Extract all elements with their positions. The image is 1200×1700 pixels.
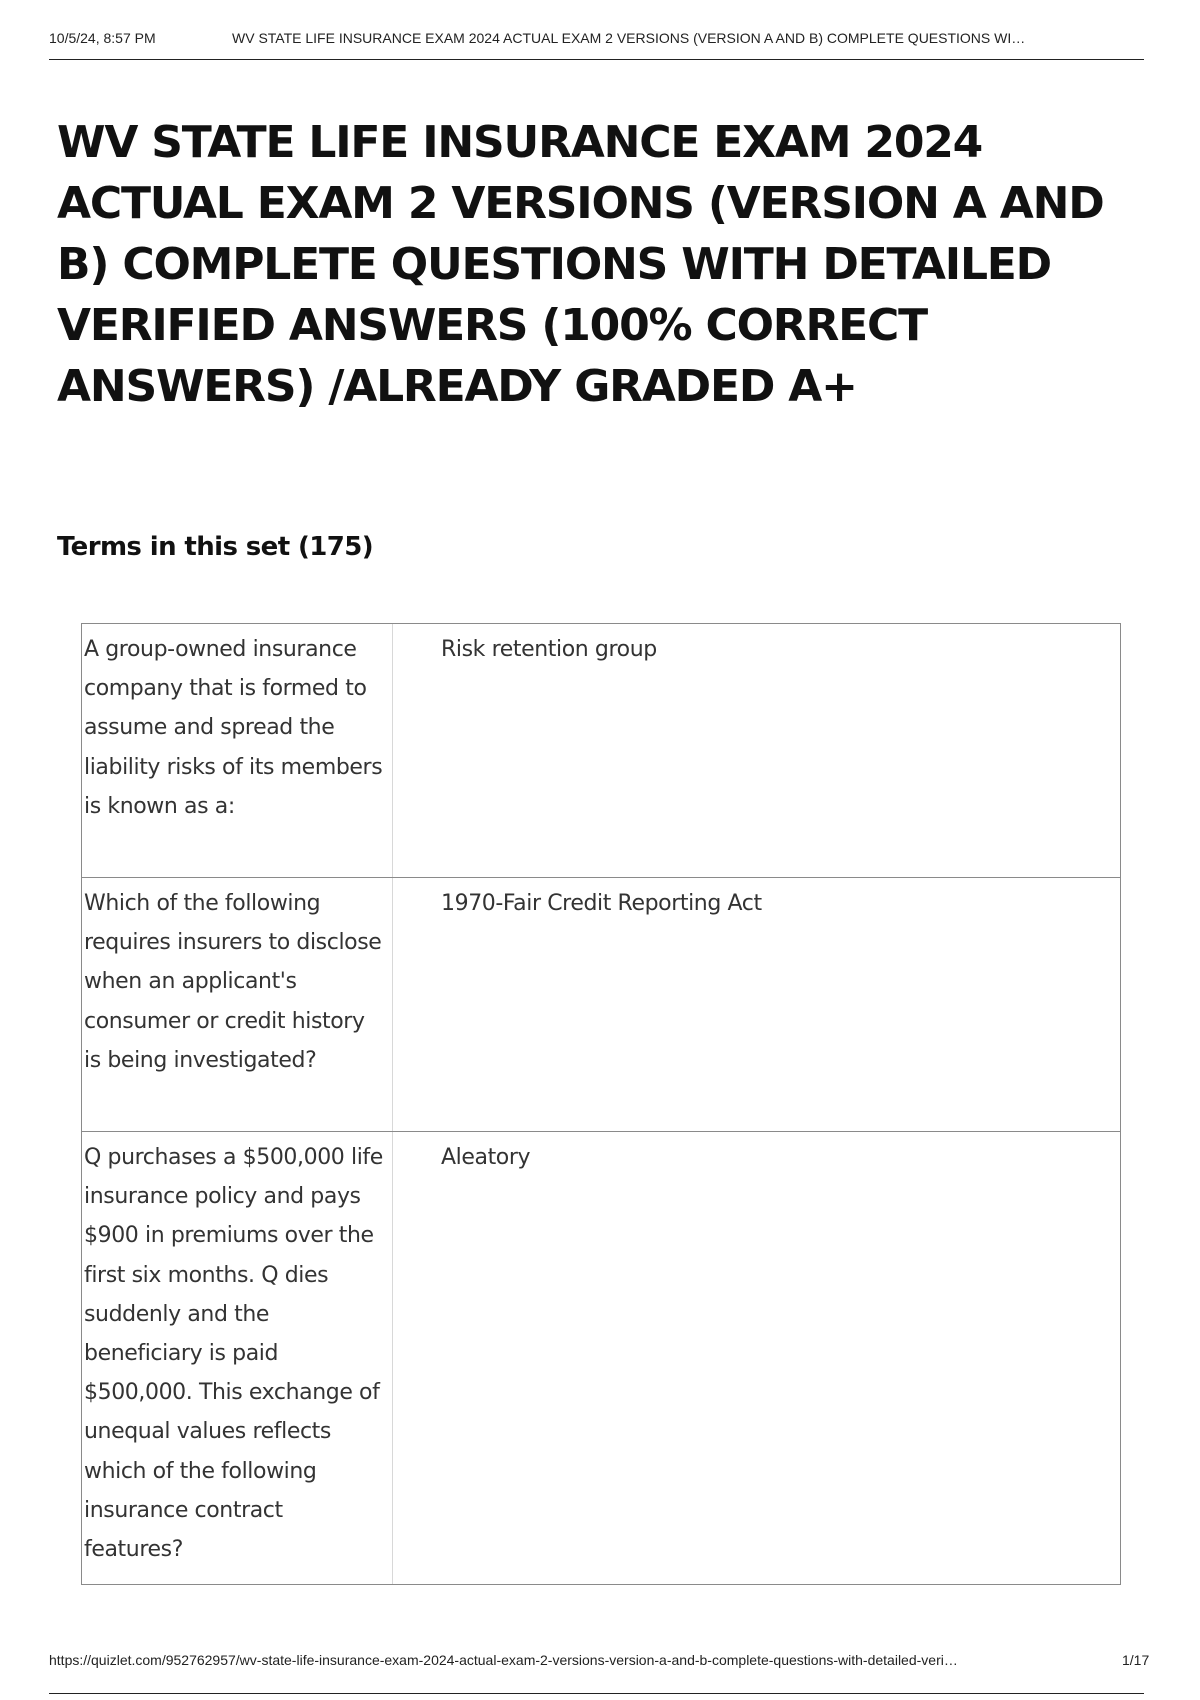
print-header-title: WV STATE LIFE INSURANCE EXAM 2024 ACTUAL EXAM 2 VERSIONS (VERSION A AND B) COMPLETE QUESTIONS WI… [232, 30, 1026, 46]
term-row [82, 624, 1120, 878]
page-title: WV STATE LIFE INSURANCE EXAM 2024 ACTUAL EXAM 2 VERSIONS (VERSION A AND B) COMPLETE QUESTIONS WITH DETAILED VERIFIED ANSWERS (100% CORRECT ANSWERS) /ALREADY GRADED A+ [57, 117, 1104, 412]
page-url: https://quizlet.com/952762957/wv-state-life-insurance-exam-2024-actual-exam-2-versions-version-a-and-b-complete-questions-with-detailed-veri… [49, 1652, 958, 1668]
term-row [82, 878, 1120, 1132]
term-row [82, 1132, 1120, 1584]
terms-set-heading: Terms in this set (175) [57, 532, 374, 562]
term-answer: Aleatory [441, 1145, 531, 1170]
print-date: 10/5/24, 8:57 PM [49, 30, 156, 46]
page-number: 1/17 [1122, 1652, 1150, 1668]
term-question: Which of the following requires insurers to disclose when an applicant's consumer or credit history is being investigated? [82, 878, 393, 1131]
terms-table [81, 623, 1121, 1585]
print-header [49, 30, 1144, 60]
footer-divider [49, 1693, 1144, 1694]
term-question: A group-owned insurance company that is formed to assume and spread the liability risks of its members is known as a: [82, 624, 393, 877]
term-answer: 1970-Fair Credit Reporting Act [441, 891, 762, 916]
term-answer: Risk retention group [441, 637, 657, 662]
term-question: Q purchases a $500,000 life insurance policy and pays $900 in premiums over the first six months. Q dies suddenly and the beneficiary is paid $500,000. This exchange of unequal values reflects which of the following insurance contract features? [82, 1132, 393, 1584]
